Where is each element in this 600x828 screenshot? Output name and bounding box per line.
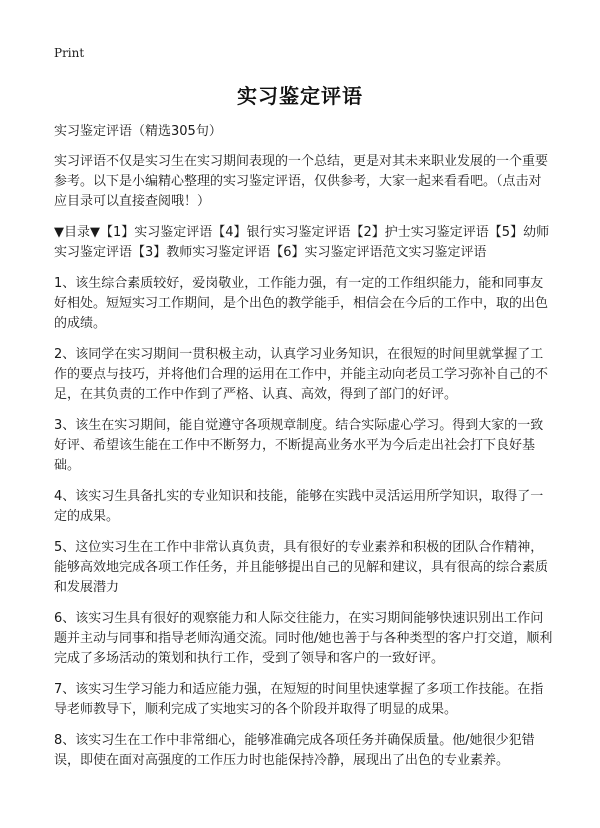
document-title: 实习鉴定评语 — [237, 84, 363, 108]
evaluation-item-3: 3、该生在实习期间，能自觉遵守各项规章制度。结合实际虚心学习。得到大家的一致好评、希望该生能在工作中不断努力，不断提高业务水平为今后走出社会打下良好基础。 — [54, 418, 544, 473]
evaluation-item-7: 7、该实习生学习能力和适应能力强，在短短的时间里快速掌握了多项工作技能。在指导老师教导下，顺利完成了实地实习的各个阶段并取得了明显的成果。 — [54, 682, 544, 717]
evaluation-item-5: 5、这位实习生在工作中非常认真负责，具有很好的专业素养和积极的团队合作精神，能够高效地完成各项工作任务，并且能够提出自己的见解和建议，具有很高的综合素质和发展潜力 — [54, 540, 549, 595]
document-body — [54, 122, 554, 782]
evaluation-item-1: 1、该生综合素质较好，爱岗敬业，工作能力强，有一定的工作组织能力，能和同事友好相处。短短实习工作期间，是个出色的教学能手，相信会在今后的工作中，取的出色的成绩。 — [54, 276, 549, 331]
intro-paragraph: 实习评语不仅是实习生在实习期间表现的一个总结，更是对其未来职业发展的一个重要参考。以下是小编精心整理的实习鉴定评语，仅供参考，大家一起来看看吧。（点击对应目录可以直接查阅哦！） — [54, 154, 549, 209]
evaluation-item-6: 6、该实习生具有很好的观察能力和人际交往能力，在实习期间能够快速识别出工作问题并主动与同事和指导老师沟通交流。同时他/她也善于与各种类型的客户打交道，顺利完成了多场活动的策划和执行工作，受到了领导和客户的一致好评。 — [54, 611, 553, 666]
evaluation-item-4: 4、该实习生具备扎实的专业知识和技能，能够在实践中灵活运用所学知识，取得了一定的成果。 — [54, 489, 544, 524]
table-of-contents[interactable]: ▼目录▼【1】实习鉴定评语【4】银行实习鉴定评语【2】护士实习鉴定评语【5】幼师实习鉴定评语【3】教师实习鉴定评语【6】实习鉴定评语范文实习鉴定评语 — [54, 225, 550, 260]
evaluation-item-8: 8、该实习生在工作中非常细心，能够准确完成各项任务并确保质量。他/她很少犯错误，即使在面对高强度的工作压力时也能保持冷静，展现出了出色的专业素养。 — [54, 733, 535, 768]
evaluation-item-2: 2、该同学在实习期间一贯积极主动，认真学习业务知识，在很短的时间里就掌握了工作的要点与技巧，并将他们合理的运用在工作中，并能主动向老员工学习弥补自己的不足，在其负责的工作中作到了严格、认真、高效，得到了部门的好评。 — [54, 347, 549, 402]
print-link[interactable]: Print — [54, 46, 85, 60]
document-subtitle: 实习鉴定评语（精选305句） — [54, 124, 222, 139]
